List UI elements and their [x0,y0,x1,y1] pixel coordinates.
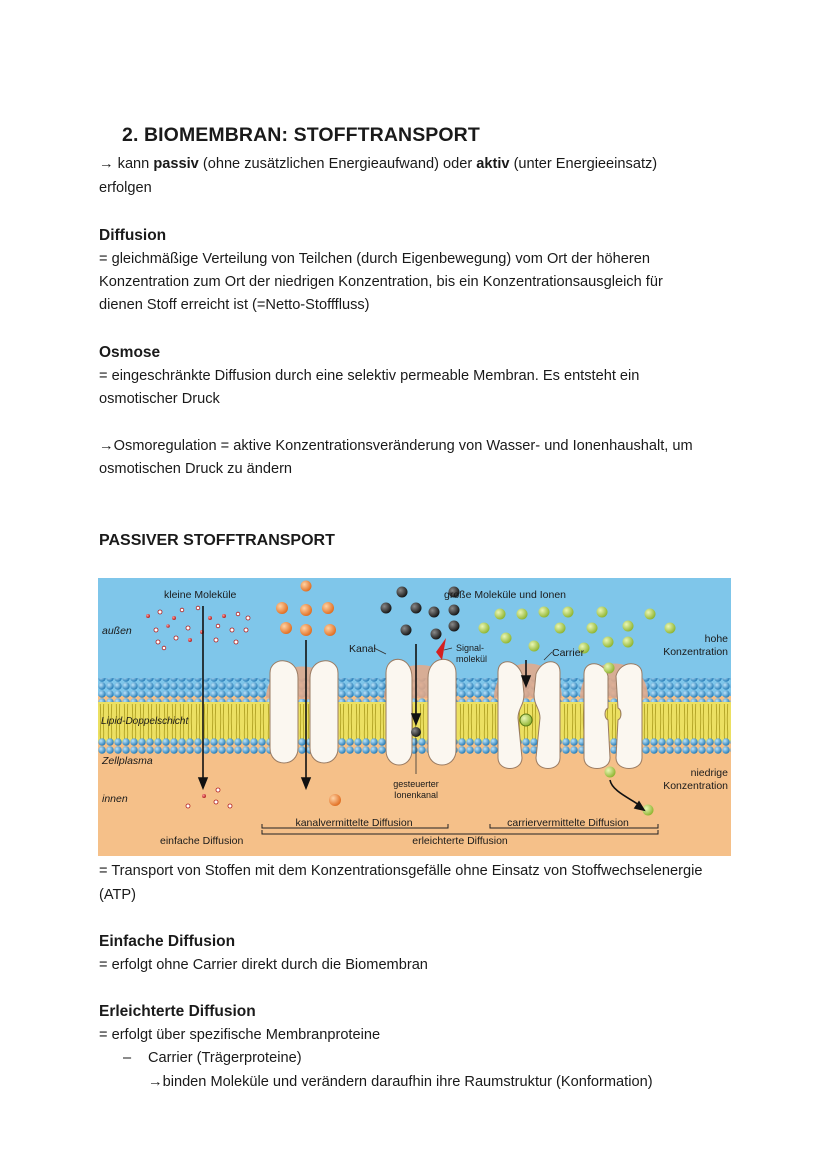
erleichterte-line: = erfolgt über spezifische Membranproteine [99,1027,381,1043]
label-kleine-molekuele: kleine Moleküle [164,589,237,601]
label-einfache-diffusion: einfache Diffusion [160,835,244,847]
label-gesteuert-1: gesteuerter [393,779,439,789]
label-carrier: Carrier [552,647,585,659]
osmose-line-2: osmotischer Druck [99,391,220,407]
label-aussen: außen [102,625,132,637]
label-carriervermittelt: carriervermittelte Diffusion [507,817,629,829]
einfache-line: = erfolgt ohne Carrier direkt durch die Biomembran [99,957,428,973]
bullet-sub: →binden Moleküle und verändern daraufhin ihre Raumstruktur (Konformation) [148,1074,653,1090]
page-title: 2. BIOMEMBRAN: STOFFTRANSPORT [122,124,480,146]
passiv-term: passiv [153,156,199,172]
label-lipid: Lipid-Doppelschicht [101,716,189,727]
osmoregulation-line-2: osmotischen Druck zu ändern [99,461,293,477]
passiv-line-2: (ATP) [99,887,137,903]
label-niedrig-2: Konzentration [663,780,728,792]
label-hohe-2: Konzentration [663,646,728,658]
label-kanalvermittelt: kanalvermittelte Diffusion [295,817,413,829]
osmose-heading: Osmose [99,344,161,361]
bullet-dash: – [123,1050,132,1066]
aktiv-term: aktiv [476,156,510,172]
osmose-line-1: = eingeschränkte Diffusion durch eine selektiv permeable Membran. Es entsteht ein [99,368,640,384]
label-kanal: Kanal [349,643,376,655]
diffusion-line-3: dienen Stoff erreicht ist (=Netto-Stofffluss) [99,297,370,313]
arrow-icon: → [99,156,114,172]
label-innen: innen [102,793,128,805]
intro-line: → kann passiv (ohne zusätzlichen Energieaufwand) oder aktiv (unter Energieeinsatz) [99,156,658,172]
bullet-carrier: Carrier (Trägerproteine) [148,1050,302,1066]
label-erleichterte-diffusion: erleichterte Diffusion [412,835,508,847]
label-signal-2: molekül [456,654,488,664]
diffusion-heading: Diffusion [99,227,167,244]
passiv-heading: PASSIVER STOFFTRANSPORT [99,532,335,549]
diffusion-line-2: Konzentration zum Ort der niedrigen Konzentration, bis ein Konzentrationsausgleich für [99,274,663,290]
label-grosse-molekuele: große Moleküle und Ionen [444,589,566,601]
intro-line-2: erfolgen [99,180,152,196]
erleichterte-heading: Erleichterte Diffusion [99,1003,256,1020]
membrane-transport-figure [98,578,731,856]
label-signal-1: Signal- [456,643,485,653]
label-gesteuert-2: Ionenkanal [393,790,439,800]
passiv-line-1: = Transport von Stoffen mit dem Konzentrationsgefälle ohne Einsatz von Stoffwechselenergie [99,863,703,879]
label-zellplasma: Zellplasma [102,755,153,767]
label-niedrig-1: niedrige [690,767,728,779]
osmoregulation-line-1: →Osmoregulation = aktive Konzentrationsveränderung von Wasser- und Ionenhaushalt, um [99,438,693,454]
label-hohe-1: hohe [704,633,728,645]
einfache-heading: Einfache Diffusion [99,933,236,950]
diffusion-line-1: = gleichmäßige Verteilung von Teilchen (durch Eigenbewegung) vom Ort der höheren [99,251,650,267]
